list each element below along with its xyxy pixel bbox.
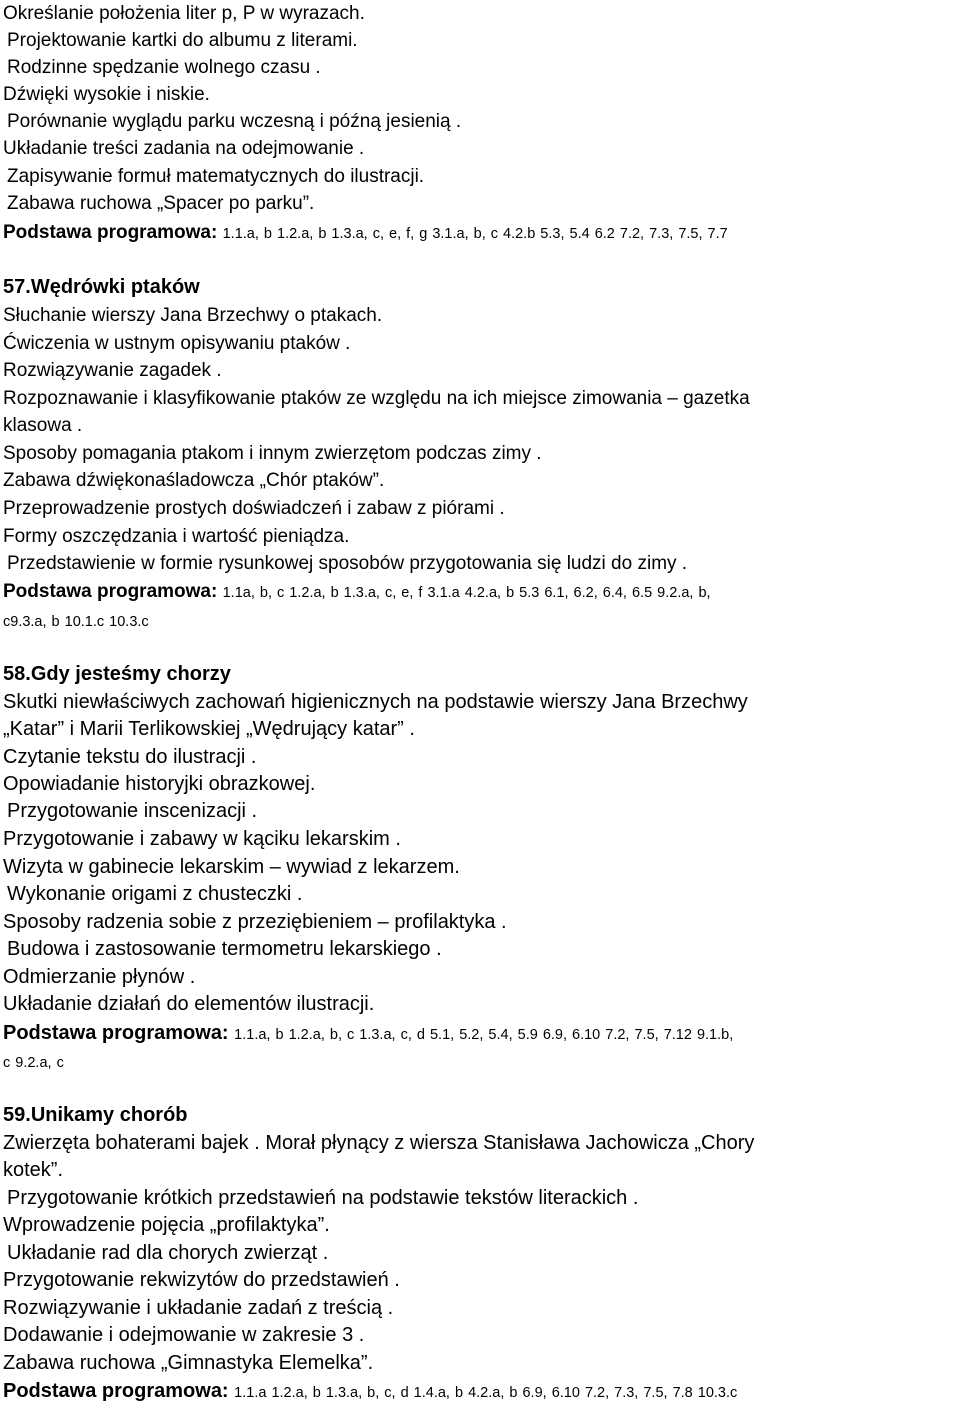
section-number: 59. — [3, 1104, 31, 1126]
section-title: Unikamy chorób — [30, 1104, 188, 1126]
text-line: kotek”. — [3, 1159, 64, 1181]
text-line: klasowa . — [3, 415, 83, 436]
text-line: Dodawanie i odejmowanie w zakresie 3 . — [3, 1324, 365, 1346]
text-line: Przygotowanie i zabawy w kąciku lekarskim . — [3, 828, 401, 850]
text-line: Rodzinne spędzanie wolnego czasu . — [7, 57, 321, 78]
text-line: Sposoby radzenia sobie z przeziębieniem – profilaktyka . — [3, 911, 507, 933]
text-line: Rozwiązywanie i układanie zadań z treścią . — [3, 1297, 394, 1319]
curriculum-basis-codes: 1.1.a 1.2.a, b 1.3.a, b, c, d 1.4.a, b 4.2.a, b 6.9, 6.10 7.2, 7.3, 7.5, 7.8 10.3.c — [234, 1385, 738, 1401]
curriculum-basis-continuation: c9.3.a, b 10.1.c 10.3.c — [3, 614, 149, 630]
text-line: Przygotowanie krótkich przedstawień na podstawie tekstów literackich . — [7, 1187, 639, 1209]
section-title: Gdy jesteśmy chorzy — [30, 663, 231, 685]
text-line: Układanie treści zadania na odejmowanie . — [3, 138, 365, 159]
text-line: Ćwiczenia w ustnym opisywaniu ptaków . — [3, 333, 351, 354]
curriculum-basis-codes: 1.1.a, b 1.2.a, b, c 1.3.a, c, d 5.1, 5.2, 5.4, 5.9 6.9, 6.10 7.2, 7.5, 7.12 9.1.b, — [234, 1027, 734, 1043]
text-line: Wizyta w gabinecie lekarskim – wywiad z lekarzem. — [3, 856, 460, 878]
text-line: Przeprowadzenie prostych doświadczeń i zabaw z piórami . — [3, 498, 505, 519]
text-line: Rozwiązywanie zagadek . — [3, 360, 222, 381]
text-line: Zabawa ruchowa „Spacer po parku”. — [7, 193, 315, 214]
text-line: Odmierzanie płynów . — [3, 966, 196, 988]
text-line: Formy oszczędzania i wartość pieniądza. — [3, 526, 350, 547]
section-heading — [3, 1104, 188, 1126]
text-line: „Katar” i Marii Terlikowskiej „Wędrujący katar” . — [3, 718, 415, 740]
text-line: Opowiadanie historyjki obrazkowej. — [3, 773, 316, 795]
text-line: Przygotowanie inscenizacji . — [7, 800, 258, 822]
text-line: Zabawa dźwiękonaśladowcza „Chór ptaków”. — [3, 470, 385, 491]
curriculum-basis-line — [3, 1022, 733, 1046]
text-line: Słuchanie wierszy Jana Brzechwy o ptakach. — [3, 305, 383, 326]
section-heading — [3, 663, 231, 685]
text-line: Przedstawienie w formie rysunkowej sposobów przygotowania się ludzi do zimy . — [7, 553, 688, 574]
text-line: Skutki niewłaściwych zachowań higienicznych na podstawie wierszy Jana Brzechwy — [3, 691, 748, 713]
text-line: Budowa i zastosowanie termometru lekarskiego . — [7, 938, 442, 960]
curriculum-basis-label: Podstawa programowa: — [3, 1380, 229, 1402]
text-line: Zapisywanie formuł matematycznych do ilustracji. — [7, 166, 425, 187]
section-heading — [3, 276, 200, 298]
text-line: Sposoby pomagania ptakom i innym zwierzętom podczas zimy . — [3, 443, 542, 464]
curriculum-basis-label: Podstawa programowa: — [3, 1022, 229, 1044]
curriculum-basis-line — [3, 581, 711, 604]
curriculum-basis-label: Podstawa programowa: — [3, 222, 218, 243]
text-line: Określanie położenia liter p, P w wyrazach. — [3, 3, 365, 24]
text-line: Układanie działań do elementów ilustracji. — [3, 993, 375, 1015]
text-line: Wprowadzenie pojęcia „profilaktyka”. — [3, 1214, 330, 1236]
text-line: Czytanie tekstu do ilustracji . — [3, 746, 257, 768]
section-title: Wędrówki ptaków — [30, 276, 200, 298]
section-number: 58. — [3, 663, 31, 685]
curriculum-basis-codes: 1.1.a, b 1.2.a, b 1.3.a, c, e, f, g 3.1.a, b, c 4.2.b 5.3, 5.4 6.2 7.2, 7.3, 7.5, 7.7 — [222, 226, 728, 242]
curriculum-basis-line — [3, 222, 728, 245]
text-line: Rozpoznawanie i klasyfikowanie ptaków ze względu na ich miejsce zimowania – gazetka — [3, 388, 750, 409]
text-line: Wykonanie origami z chusteczki . — [7, 883, 303, 905]
text-line: Dźwięki wysokie i niskie. — [3, 84, 210, 105]
text-line: Porównanie wyglądu parku wczesną i późną jesienią . — [7, 111, 462, 132]
curriculum-basis-line — [3, 1380, 737, 1404]
curriculum-basis-codes: 1.1a, b, c 1.2.a, b 1.3.a, c, e, f 3.1.a 4.2.a, b 5.3 6.1, 6.2, 6.4, 6.5 9.2.a, b, — [222, 585, 711, 601]
section-number: 57. — [3, 276, 31, 298]
text-line: Zwierzęta bohaterami bajek . Morał płynący z wiersza Stanisława Jachowicza „Chory — [3, 1132, 755, 1154]
text-line: Przygotowanie rekwizytów do przedstawień . — [3, 1269, 400, 1291]
text-line: Układanie rad dla chorych zwierząt . — [7, 1242, 329, 1264]
text-line: Zabawa ruchowa „Gimnastyka Elemelka”. — [3, 1352, 374, 1374]
curriculum-basis-continuation: c 9.2.a, c — [3, 1055, 64, 1071]
curriculum-basis-label: Podstawa programowa: — [3, 581, 218, 602]
text-line: Projektowanie kartki do albumu z literami. — [7, 30, 358, 51]
